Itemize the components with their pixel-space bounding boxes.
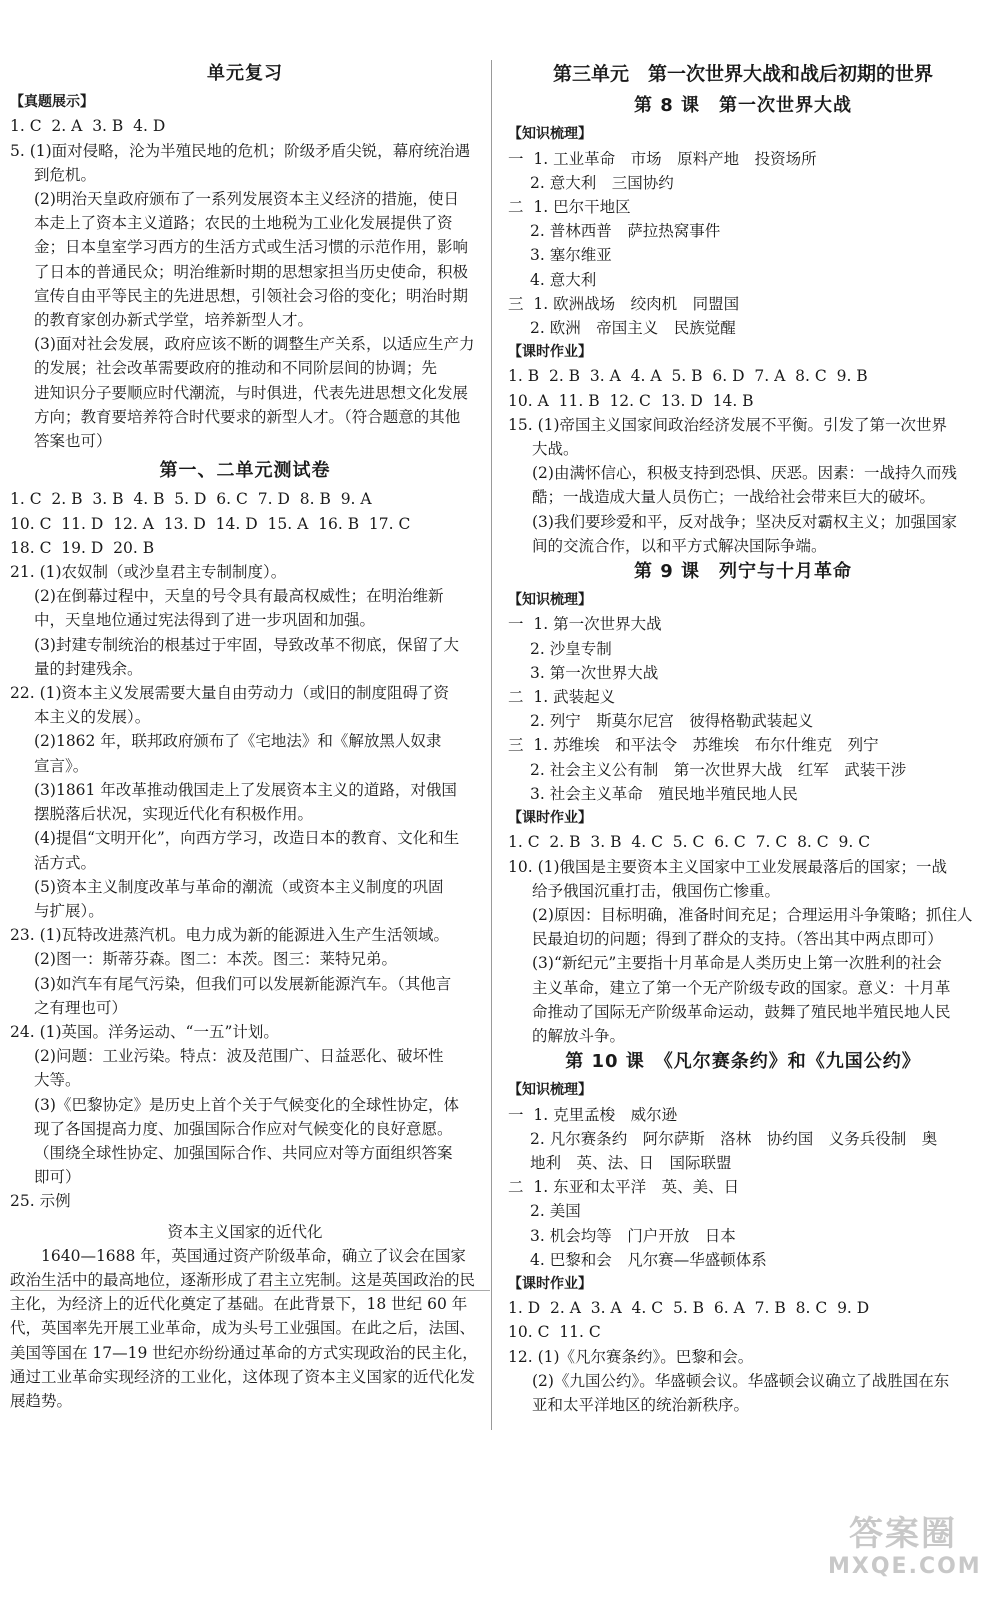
knowledge-line: 二 1. 东亚和太平洋 英、美、日 [508,1178,740,1197]
essay-paragraph: 1640—1688 年，英国通过资产阶级革命，确立了议会在国家政治生活中的最高地位，逐渐形成了君主立宪制。这是英国政治的民主化，为经济上的近代化奠定了基础。在此背景下，18 世纪 60 年代，英国率先开展工业革命，成为头号工业强国。在此之后，法国、美国等国在 17—19 世纪亦纷纷通过革命的方式实现政治的民主化，通过工业革命实现经济的工业化，这体现了资本主义国家的近代化发展趋势。 [10,1246,478,1410]
knowledge-line: 2. 凡尔赛条约 阿尔萨斯 洛林 协约国 义务兵役制 奥 [530,1129,938,1148]
answer-line: 答案也可） [34,432,112,451]
section-knowledge: 【知识梳理】 [508,592,592,609]
lesson-9-title: 第 9 课 列宁与十月革命 [633,561,853,583]
answer-line: 大等。 [34,1071,81,1090]
answer-line: 现了各国提高力度、加强国际合作应对气候变化的良好意愿。 [34,1119,453,1138]
site-watermark [828,1514,982,1586]
homework-line: (3)“新纪元”主要指十月革命是人类历史上第一次胜利的社会 [532,954,942,973]
answer-line: 本走上了资本主义道路；农民的土地税为工业化发展提供了资 [34,214,453,233]
section-homework: 【课时作业】 [508,810,592,827]
homework-line: 主义革命，建立了第一个无产阶级专政的国家。意义：十月革 [532,978,951,997]
knowledge-line: 2. 沙皇专制 [530,639,612,658]
essay-title: 资本主义国家的近代化 [167,1222,323,1241]
answer-line: 24. (1)英国。洋务运动、“一五”计划。 [10,1022,279,1041]
answer-line: （围绕全球性协定、加强国际合作、共同应对等方面组织答案 [34,1143,453,1162]
knowledge-line: 3. 社会主义革命 殖民地半殖民地人民 [530,784,798,803]
lesson-10-title: 第 10 课 《凡尔赛条约》和《九国公约》 [565,1051,921,1073]
watermark-domain: MXQE.COM [828,1554,982,1579]
answer-line: 25. 示例 [10,1192,71,1211]
lesson-8-title: 第 8 课 第一次世界大战 [633,95,853,117]
knowledge-line: 地利 英、法、日 国际联盟 [530,1153,732,1172]
knowledge-line: 2. 普林西普 萨拉热窝事件 [530,222,721,241]
answer-line: 量的封建残余。 [34,659,143,678]
answer-line: 方向；教育要培养符合时代要求的新型人才。（符合题意的其他 [34,407,461,426]
answer-line: (3)《巴黎协定》是历史上首个关于气候变化的全球性协定，体 [34,1095,459,1114]
knowledge-line: 4. 意大利 [530,270,597,289]
answer-line: (2)1862 年，联邦政府颁布了《宅地法》和《解放黑人奴隶 [34,732,442,751]
section-knowledge: 【知识梳理】 [508,1082,592,1099]
homework-line: 给予俄国沉重打击，俄国伤亡惨重。 [532,881,781,900]
answer-line: (3)如汽车有尾气污染，但我们可以发展新能源汽车。（其他言 [34,974,452,993]
section-real-questions: 【真题展示】 [10,94,94,111]
homework-line: 12. (1)《凡尔赛条约》。巴黎和会。 [508,1347,754,1366]
homework-line: 10. (1)俄国是主要资本主义国家中工业发展最落后的国家；一战 [508,857,948,876]
answer-line: 进知识分子要顺应时代潮流，与时俱进，代表先进思想文化发展 [34,383,469,402]
answer-line: 18. C 19. D 20. B [10,538,155,557]
answer-line: 宣言》。 [34,756,89,775]
answer-line: 本主义的发展）。 [34,708,151,727]
answer-line: (5)资本主义制度改革与革命的潮流（或资本主义制度的巩固 [34,877,444,896]
knowledge-line: 2. 美国 [530,1202,581,1221]
answer-line: (4)提倡“文明开化”，向西方学习，改造日本的教育、文化和生 [34,829,460,848]
section-homework: 【课时作业】 [508,1275,592,1292]
homework-line: (2)原因：目标明确，准备时间充足；合理运用斗争策略；抓住人 [532,905,973,924]
unit-three-title: 第三单元 第一次世界大战和战后初期的世界 [552,63,933,85]
knowledge-line: 3. 塞尔维亚 [530,246,612,265]
answer-line: 之有理也可） [34,998,128,1017]
homework-line: 1. C 2. B 3. B 4. C 5. C 6. C 7. C 8. C 9. C [508,833,871,852]
right-column [508,60,978,1417]
left-column [10,60,480,1413]
answer-line: 与扩展）。 [34,901,104,920]
knowledge-line: 2. 列宁 斯莫尔尼宫 彼得格勒武装起义 [530,712,814,731]
answer-line: 宣传自由平等民主的先进思想，引领社会习俗的变化；明治时期 [34,286,469,305]
answer-line: 中，天皇地位通过宪法得到了进一步巩固和加强。 [34,611,376,630]
answer-line: 10. C 11. D 12. A 13. D 14. D 15. A 16. B 17. C [10,514,411,533]
watermark-logo-text: 答案圈 [849,1514,957,1554]
homework-line: 1. D 2. A 3. A 4. C 5. B 6. A 7. B 8. C 9. D [508,1299,870,1318]
answer-line: (2)明治天皇政府颁布了一系列发展资本主义经济的措施，使日 [34,190,459,209]
answer-line: 即可） [34,1168,81,1187]
answer-line: (2)图一：斯蒂芬森。图二：本茨。图三：莱特兄弟。 [34,950,397,969]
knowledge-line: 二 1. 武装起义 [508,688,616,707]
homework-line: 亚和太平洋地区的统治新秩序。 [532,1395,750,1414]
knowledge-line: 二 1. 巴尔干地区 [508,198,631,217]
homework-line: (2)《九国公约》。华盛顿会议。华盛顿会议确立了战胜国在东 [532,1371,950,1390]
homework-line: 的解放斗争。 [532,1026,626,1045]
answer-line: 的教育家创办新式学堂，培养新型人才。 [34,311,314,330]
answer-line: 1. C 2. B 3. B 4. B 5. D 6. C 7. D 8. B 9. A [10,490,372,509]
answer-line: 了日本的普通民众；明治维新时期的思想家担当历史使命，积极 [34,262,469,281]
knowledge-line: 3. 第一次世界大战 [530,663,659,682]
homework-line: 命推动了国际无产阶级革命运动，鼓舞了殖民地半殖民地人民 [532,1002,951,1021]
homework-line: 15. (1)帝国主义国家间政治经济发展不平衡。引发了第一次世界 [508,415,948,434]
answer-line: (3)1861 年改革推动俄国走上了发展资本主义的道路，对俄国 [34,780,457,799]
answer-line: (2)问题：工业污染。特点：波及范围广、日益恶化、破坏性 [34,1047,444,1066]
test-answers [10,487,480,1213]
knowledge-line: 3. 机会均等 门户开放 日本 [530,1226,736,1245]
homework-line: 10. A 11. B 12. C 13. D 14. B [508,391,754,410]
homework-line: 民最迫切的问题；得到了群众的支持。（答出其中两点即可） [532,930,943,949]
answer-line: 23. (1)瓦特改进蒸汽机。电力成为新的能源进入生产生活领域。 [10,926,450,945]
knowledge-line: 一 1. 工业革命 市场 原料产地 投资场所 [508,149,817,168]
knowledge-line: 一 1. 克里孟梭 威尔逊 [508,1105,678,1124]
knowledge-line: 2. 意大利 三国协约 [530,173,674,192]
knowledge-line: 三 1. 苏维埃 和平法令 苏维埃 布尔什维克 列宁 [508,736,879,755]
answer-line: 摆脱落后状况，实现近代化有积极作用。 [34,805,314,824]
homework-line: 10. C 11. C [508,1323,601,1342]
knowledge-line: 三 1. 欧洲战场 绞肉机 同盟国 [508,294,740,313]
knowledge-line: 一 1. 第一次世界大战 [508,615,662,634]
unit-review-title: 单元复习 [207,63,283,84]
answer-line: 22. (1)资本主义发展需要大量自由劳动力（或旧的制度阻碍了资 [10,684,450,703]
review-answers [10,114,480,453]
homework-line: 1. B 2. B 3. A 4. A 5. B 6. D 7. A 8. C 9. B [508,367,868,386]
homework-line: (3)我们要珍爱和平，反对战争；坚决反对霸权主义；加强国家 [532,512,957,531]
answer-line: 21. (1)农奴制（或沙皇君主专制制度）。 [10,563,287,582]
answer-line: (3)封建专制统治的根基过于牢固，导致改革不彻底，保留了大 [34,635,459,654]
answer-line: 1. C 2. A 3. B 4. D [10,117,166,136]
answer-line: 到危机。 [34,165,97,184]
answer-line: 5. (1)面对侵略，沦为半殖民地的危机；阶级矛盾尖锐，幕府统治遇 [10,141,471,160]
homework-line: (2)由满怀信心，积极支持到恐惧、厌恶。因素：一战持久而残 [532,464,957,483]
answer-line: 金；日本皇室学习西方的生活方式或生活习惯的示范作用，影响 [34,238,469,257]
answer-line: (2)在倒幕过程中，天皇的号令具有最高权威性；在明治维新 [34,587,444,606]
knowledge-line: 4. 巴黎和会 凡尔赛—华盛顿体系 [530,1250,767,1269]
answer-line: 活方式。 [34,853,97,872]
section-homework: 【课时作业】 [508,344,592,361]
test-paper-title: 第一、二单元测试卷 [159,460,331,482]
homework-line: 间的交流合作，以和平方式解决国际争端。 [532,536,827,555]
answer-line: (3)面对社会发展，政府应该不断的调整生产关系，以适应生产力 [34,335,475,354]
knowledge-line: 2. 社会主义公有制 第一次世界大战 红军 武装干涉 [530,760,907,779]
column-divider [491,60,492,1430]
answer-line: 的发展；社会改革需要政府的推动和不同阶层间的协调；先 [34,359,438,378]
knowledge-line: 2. 欧洲 帝国主义 民族觉醒 [530,319,736,338]
homework-line: 酷；一战造成大量人员伤亡；一战给社会带来巨大的破坏。 [532,488,936,507]
section-knowledge: 【知识梳理】 [508,126,592,143]
homework-line: 大战。 [532,440,579,459]
